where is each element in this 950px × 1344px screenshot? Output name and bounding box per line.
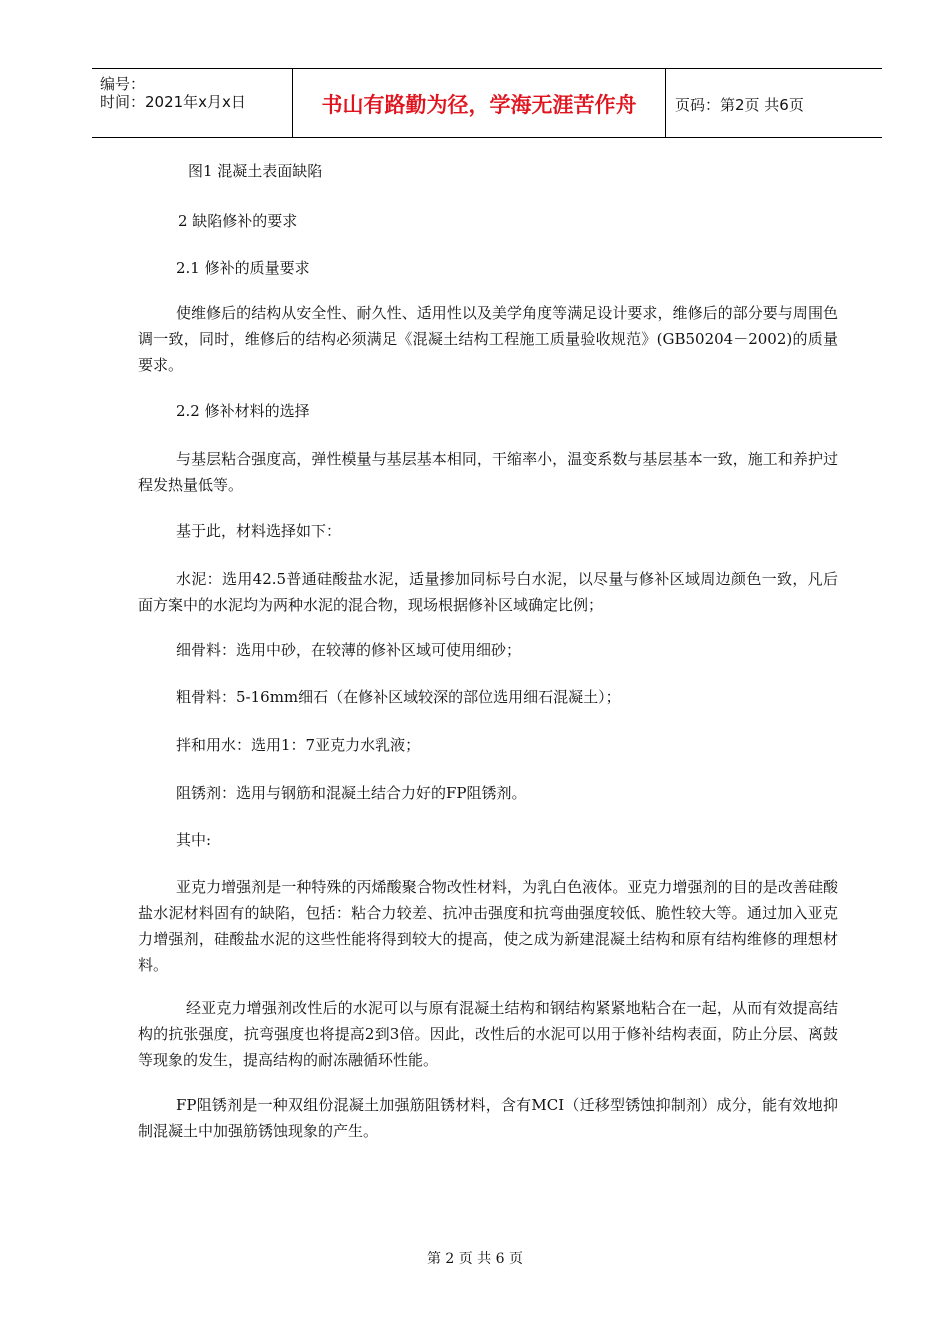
figure-caption: 图1 混凝土表面缺陷 bbox=[188, 162, 323, 180]
paragraph-fp-inhibitor: FP阻锈剂是一种双组份混凝土加强筋阻锈材料，含有MCI（迁移型锈蚀抑制剂）成分，能有效地抑制混凝土中加强筋锈蚀现象的产生。 bbox=[138, 1096, 838, 1140]
serial-label: 编号： bbox=[100, 75, 146, 93]
section-heading-2: 2 缺陷修补的要求 bbox=[178, 212, 298, 230]
item-mixing-water: 拌和用水：选用1：7亚克力水乳液； bbox=[176, 736, 421, 754]
header-motto-cell bbox=[292, 69, 666, 137]
header-info-cell bbox=[92, 69, 292, 137]
paragraph-acrylic: 亚克力增强剂是一种特殊的丙烯酸聚合物改性材料，为乳白色液体。亚克力增强剂的目的是改善硅酸盐水泥材料固有的缺陷，包括：粘合力较差、抗冲击强度和抗弯曲强度较低、脆性较大等。通过加入亚克力增强剂，硅酸盐水泥的这些性能将得到较大的提高，使之成为新建混凝土结构和原有结构维修的理想材料。 bbox=[138, 878, 838, 974]
paragraph-modified-cement: 经亚克力增强剂改性后的水泥可以与原有混凝土结构和钢结构紧紧地粘合在一起，从而有效提高结构的抗张强度，抗弯强度也将提高2到3倍。因此，改性后的水泥可以用于修补结构表面，防止分层、离鼓等现象的发生，提高结构的耐冻融循环性能。 bbox=[138, 999, 838, 1069]
page-code: 页码：第2页 共6页 bbox=[675, 96, 804, 114]
page-footer: 第 2 页 共 6 页 bbox=[426, 1251, 524, 1267]
section-heading-2-1: 2.1 修补的质量要求 bbox=[176, 259, 310, 277]
document-header bbox=[92, 68, 882, 138]
time-label: 时间：2021年x月x日 bbox=[100, 93, 246, 111]
item-rust-inhibitor: 阻锈剂：选用与钢筋和混凝土结合力好的FP阻锈剂。 bbox=[176, 784, 527, 802]
motto-text: 书山有路勤为径，学海无涯苦作舟 bbox=[321, 93, 637, 117]
paragraph-quality: 使维修后的结构从安全性、耐久性、适用性以及美学角度等满足设计要求，维修后的部分要与周围色调一致，同时，维修后的结构必须满足《混凝土结构工程施工质量验收规范》(GB50204－2002)的质量要求。 bbox=[138, 304, 838, 374]
header-page-cell bbox=[665, 69, 882, 137]
paragraph-among: 其中: bbox=[176, 831, 212, 849]
item-coarse-aggregate: 粗骨料：5-16mm细石（在修补区域较深的部位选用细石混凝土）； bbox=[176, 688, 621, 706]
section-heading-2-2: 2.2 修补材料的选择 bbox=[176, 402, 310, 420]
paragraph-basis: 基于此，材料选择如下： bbox=[176, 522, 342, 540]
paragraph-materials: 与基层粘合强度高，弹性模量与基层基本相同，干缩率小，温变系数与基层基本一致，施工和养护过程发热量低等。 bbox=[138, 450, 838, 494]
item-fine-aggregate: 细骨料：选用中砂，在较薄的修补区域可使用细砂； bbox=[176, 641, 522, 659]
item-cement: 水泥：选用42.5普通硅酸盐水泥，适量掺加同标号白水泥，以尽量与修补区域周边颜色一致，凡后面方案中的水泥均为两种水泥的混合物，现场根据修补区域确定比例； bbox=[138, 570, 838, 614]
